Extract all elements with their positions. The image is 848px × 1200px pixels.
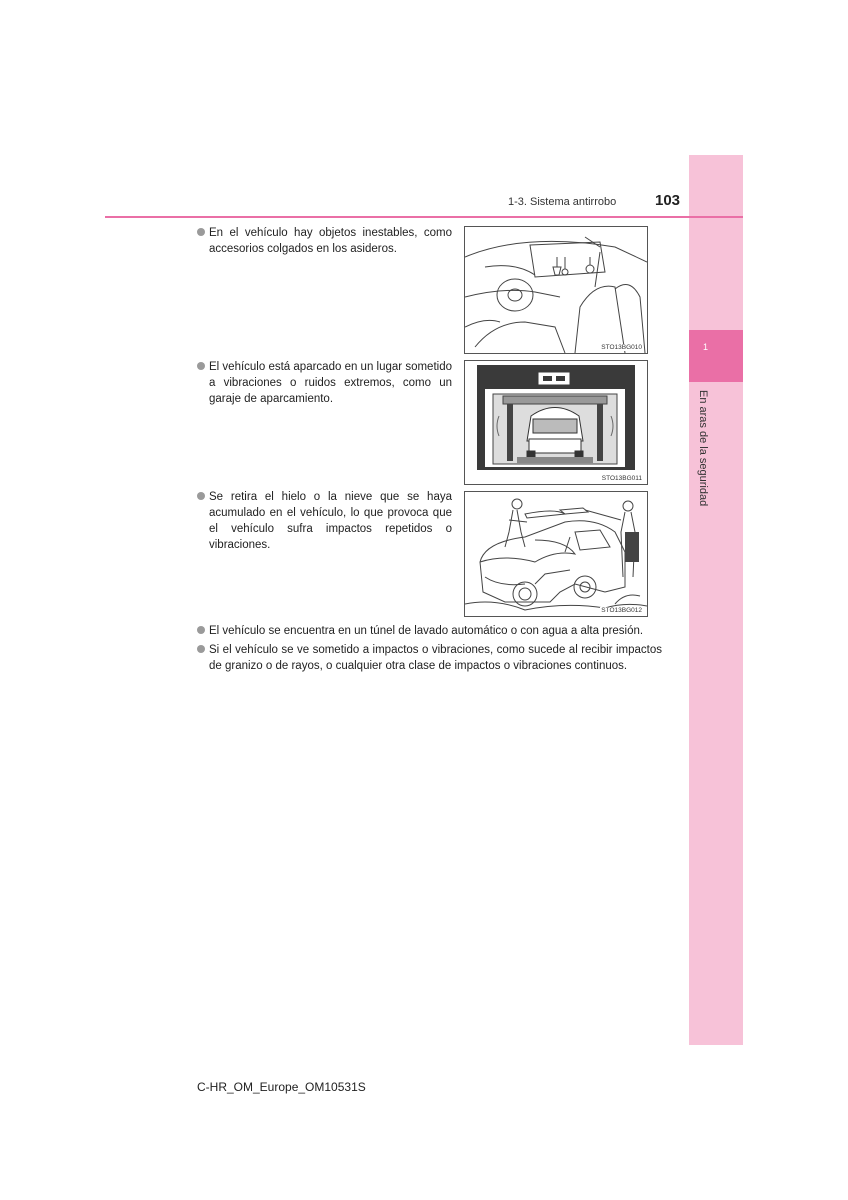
list-item	[197, 225, 452, 257]
snow-removal-illustration	[465, 492, 647, 616]
chapter-label: En aras de la seguridad	[697, 390, 709, 507]
document-code: C-HR_OM_Europe_OM10531S	[197, 1080, 366, 1094]
bullet-icon	[197, 362, 205, 370]
bullet-icon	[197, 645, 205, 653]
section-title: 1-3. Sistema antirrobo	[508, 196, 617, 208]
chapter-tab-active	[689, 330, 743, 382]
figure-code: STO13BG010	[601, 344, 642, 351]
chapter-side-tab	[689, 155, 743, 1045]
interior-illustration	[465, 227, 647, 353]
garage-illustration	[465, 361, 647, 484]
bullet-icon	[197, 492, 205, 500]
list-item-text: Se retira el hielo o la nieve que se haya acumulado en el vehículo, lo que provoca que el vehículo sufra impactos repetidos o vibraciones.	[209, 491, 452, 551]
list-item	[197, 359, 452, 407]
list-item-text: En el vehículo hay objetos inestables, como accesorios colgados en los asideros.	[209, 227, 452, 255]
figure-code: STO13BG011	[601, 475, 642, 482]
chapter-number: 1	[703, 342, 709, 352]
bullet-icon	[197, 626, 205, 634]
list-item-text: Si el vehículo se ve sometido a impactos o vibraciones, como sucede al recibir impactos de granizo o de rayos, o cualquier otra clase de impactos o vibraciones continuos.	[209, 644, 662, 672]
list-item	[197, 489, 452, 553]
figure-code: STO13BG012	[601, 607, 642, 614]
figure-snow-removal	[464, 491, 648, 617]
header-divider	[105, 216, 743, 218]
list-item-text: El vehículo está aparcado en un lugar sometido a vibraciones o ruidos extremos, como un garaje de aparcamiento.	[209, 361, 452, 405]
bullet-icon	[197, 228, 205, 236]
page-number: 103	[655, 192, 681, 209]
figure-parking-garage	[464, 360, 648, 485]
list-item	[197, 623, 662, 639]
list-item-text: El vehículo se encuentra en un túnel de lavado automático o con agua a alta presión.	[209, 625, 644, 637]
list-item	[197, 642, 662, 674]
figure-interior-accessories	[464, 226, 648, 354]
